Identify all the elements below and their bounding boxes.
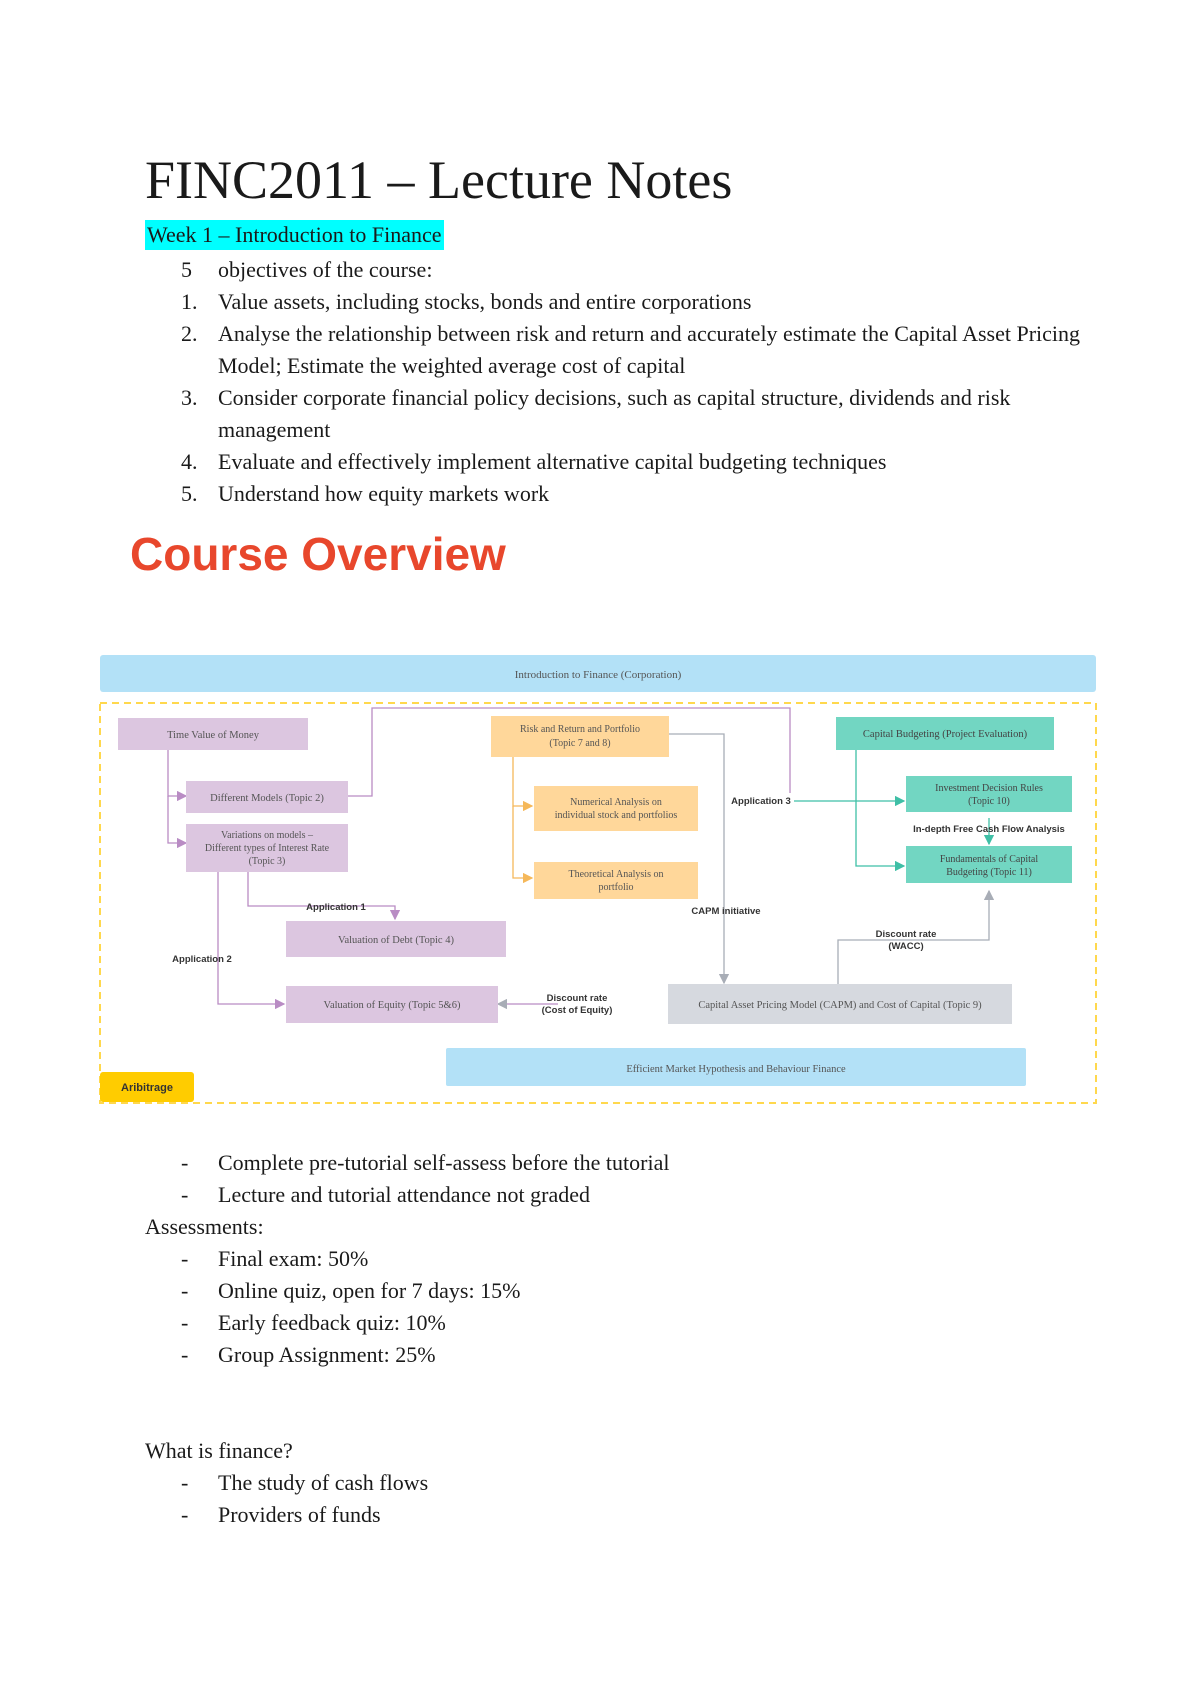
list-item — [145, 1307, 1105, 1339]
list-text: Evaluate and effectively implement alternative capital budgeting techniques — [218, 449, 887, 474]
models-label: Different Models (Topic 2) — [210, 793, 324, 804]
list-marker: 5. — [181, 481, 198, 506]
variations-label-3: (Topic 3) — [248, 856, 286, 867]
list-item — [145, 1179, 1105, 1211]
list-text: objectives of the course: — [218, 257, 433, 282]
equity-label: Valuation of Equity (Topic 5&6) — [323, 1000, 461, 1011]
numerical-label-1: Numerical Analysis on — [570, 797, 662, 808]
course-overview-heading: Course Overview — [130, 528, 506, 580]
list-text: Understand how equity markets work — [218, 481, 550, 506]
fundamentals-label-1: Fundamentals of Capital — [939, 854, 1039, 865]
list-item — [145, 1147, 1105, 1179]
numerical-label-2: individual stock and portfolios — [554, 810, 678, 821]
capm-label: Capital Asset Pricing Model (CAPM) and Cost of Capital (Topic 9) — [698, 1000, 982, 1011]
application-1-label: Application 1 — [306, 902, 366, 913]
decision-rules-label-1: Investment Decision Rules — [935, 783, 1043, 794]
list-text: Online quiz, open for 7 days: 15% — [218, 1278, 521, 1303]
list-text: Complete pre-tutorial self-assess before the tutorial — [218, 1150, 670, 1175]
theoretical-box — [534, 862, 698, 899]
assessments-list — [145, 1243, 1105, 1371]
list-marker: 5 — [181, 257, 192, 282]
fcf-label: In-depth Free Cash Flow Analysis — [913, 824, 1065, 835]
dashed-frame — [100, 703, 1096, 1103]
notes-list — [145, 1147, 1105, 1211]
numerical-box — [534, 786, 698, 831]
list-item — [145, 1275, 1105, 1307]
risk-return-label-2: (Topic 7 and 8) — [549, 738, 611, 749]
capm-initiative-label: CAPM initiative — [691, 906, 761, 917]
list-text: Value assets, including stocks, bonds and entire corporations — [218, 289, 752, 314]
list-marker: - — [181, 1278, 189, 1303]
variations-label-2: Different types of Interest Rate — [204, 843, 330, 854]
list-item — [145, 1499, 1105, 1531]
decision-rules-label-2: (Topic 10) — [968, 796, 1010, 807]
list-text: Analyse the relationship between risk and return and accurately estimate the Capital Asset Pricing Model; Estimate the weighted average cost of capital — [218, 321, 1081, 378]
list-item — [145, 1467, 1105, 1499]
list-marker: 1. — [181, 289, 198, 314]
coe-label-1: Discount rate — [546, 993, 608, 1004]
list-marker: 3. — [181, 385, 198, 410]
list-text: Lecture and tutorial attendance not graded — [218, 1182, 590, 1207]
application-3-label: Application 3 — [731, 796, 791, 807]
risk-return-box — [491, 716, 669, 757]
wacc-label-1: Discount rate — [875, 929, 937, 940]
course-overview-diagram — [96, 648, 1100, 1108]
list-text: Providers of funds — [218, 1502, 381, 1527]
objectives-list — [145, 254, 1105, 510]
variations-label-1: Variations on models – — [221, 830, 313, 841]
list-text: Final exam: 50% — [218, 1246, 369, 1271]
wacc-label-2: (WACC) — [888, 941, 924, 952]
page-title: FINC2011 – Lecture Notes — [145, 150, 733, 210]
list-item — [145, 318, 1105, 382]
list-text: Group Assignment: 25% — [218, 1342, 436, 1367]
list-item — [145, 382, 1105, 446]
list-marker: - — [181, 1502, 189, 1527]
list-marker: - — [181, 1470, 189, 1495]
application-2-label: Application 2 — [172, 954, 232, 965]
list-marker: - — [181, 1342, 189, 1367]
intro-finance-label: Introduction to Finance (Corporation) — [514, 669, 682, 681]
list-item — [145, 1339, 1105, 1371]
list-marker: - — [181, 1246, 189, 1271]
fundamentals-label-2: Budgeting (Topic 11) — [946, 867, 1032, 878]
finance-question: What is finance? — [145, 1438, 293, 1463]
list-text: The study of cash flows — [218, 1470, 429, 1495]
theoretical-label-1: Theoretical Analysis on — [568, 869, 664, 880]
finance-answers-list — [145, 1467, 1105, 1531]
list-item — [145, 478, 1105, 510]
orange-connectors — [513, 749, 532, 878]
list-item — [145, 1243, 1105, 1275]
list-marker: - — [181, 1150, 189, 1175]
list-marker: 4. — [181, 449, 198, 474]
risk-return-label-1: Risk and Return and Portfolio — [520, 724, 640, 735]
emh-label: Efficient Market Hypothesis and Behaviour Finance — [626, 1064, 846, 1075]
list-marker: - — [181, 1182, 189, 1207]
assessments-heading: Assessments: — [145, 1214, 264, 1239]
list-item — [145, 446, 1105, 478]
list-text: Consider corporate financial policy decisions, such as capital structure, dividends and risk management — [218, 385, 1011, 442]
debt-label: Valuation of Debt (Topic 4) — [338, 935, 454, 946]
time-value-label: Time Value of Money — [167, 730, 259, 741]
list-marker: - — [181, 1310, 189, 1335]
coe-label-2: (Cost of Equity) — [541, 1005, 613, 1016]
week-heading: Week 1 – Introduction to Finance — [145, 220, 444, 250]
arbitrage-label: Aribitrage — [121, 1082, 173, 1094]
list-marker: 2. — [181, 321, 198, 346]
list-item — [145, 286, 1105, 318]
capital-budgeting-label: Capital Budgeting (Project Evaluation) — [862, 729, 1028, 740]
theoretical-label-2: portfolio — [598, 882, 634, 893]
list-item — [145, 254, 1105, 286]
list-text: Early feedback quiz: 10% — [218, 1310, 446, 1335]
